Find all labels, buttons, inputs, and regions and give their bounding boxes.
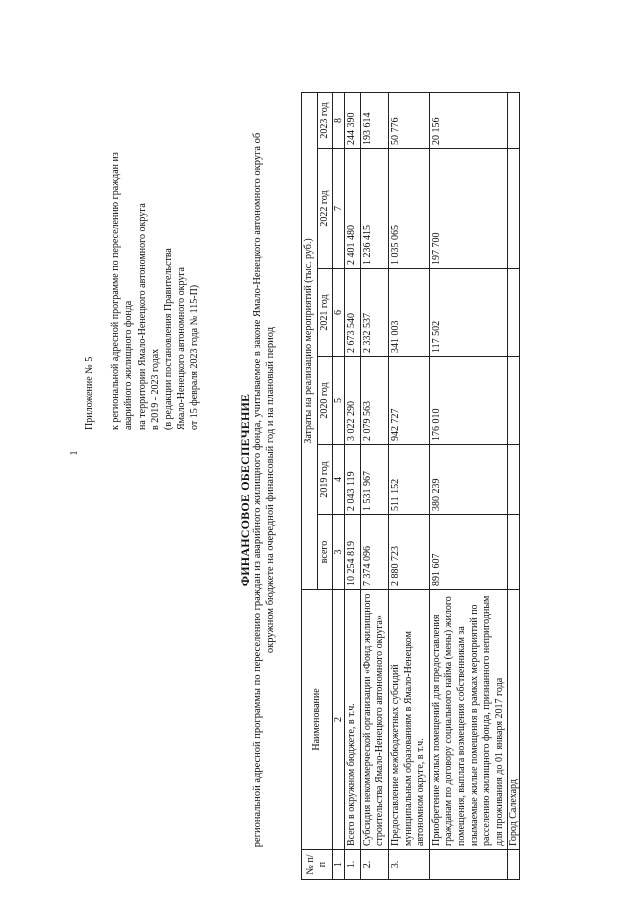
cell-2021: 341 003 <box>388 269 429 357</box>
row-number: 2. <box>360 850 388 880</box>
row-name: Предоставление межбюджетных субсидий муниципальным образованиям в Ямало-Ненецком автономном округе, в т.ч. <box>388 590 429 850</box>
cell-total <box>508 515 520 590</box>
cell-2021: 117 502 <box>429 269 508 357</box>
appendix-line: в 2019 - 2023 годах <box>149 348 161 430</box>
row-number: 3. <box>388 850 429 880</box>
cell-2022: 2 401 480 <box>345 149 361 269</box>
cell-2021 <box>508 269 520 357</box>
column-number: 2 <box>333 590 345 850</box>
cell-2022: 197 700 <box>429 149 508 269</box>
cell-2019: 380 239 <box>429 445 508 515</box>
header-no: № п/п <box>302 850 333 880</box>
appendix-line: на территории Ямало-Ненецкого автономного округа <box>136 203 148 430</box>
appendix-title: Приложение № 5 <box>84 356 95 430</box>
row-name: Приобретение жилых помещений для предоставления гражданам по договору социального найма (мены) жилого помещения, выплата возмещения собственникам за изымаемые жилые помещения в рамках мероприятий по расселению жилищного фонда, признанного непригодным для проживания до 01 января 2017 года <box>429 590 508 850</box>
column-number: 3 <box>333 515 345 590</box>
cell-2020 <box>508 357 520 445</box>
cell-2020: 3 022 290 <box>345 357 361 445</box>
cell-2019: 1 531 967 <box>360 445 388 515</box>
cell-2021: 2 673 540 <box>345 269 361 357</box>
cell-2020: 2 079 563 <box>360 357 388 445</box>
cell-2019: 511 152 <box>388 445 429 515</box>
cell-2023: 20 156 <box>429 92 508 148</box>
document-title: ФИНАНСОВОЕ ОБЕСПЕЧЕНИЕ <box>238 393 252 587</box>
document-subtitle <box>252 100 277 880</box>
header-year-2020: 2020 год <box>317 357 333 445</box>
column-number: 7 <box>333 149 345 269</box>
appendix-line: к региональной адресной программе по переселению граждан из <box>110 152 122 430</box>
table-row <box>345 92 361 879</box>
appendix-line: аварийного жилищного фонда <box>123 300 135 430</box>
appendix-block <box>83 100 202 430</box>
column-number: 1 <box>333 850 345 880</box>
cell-total: 10 254 819 <box>345 515 361 590</box>
header-total: всего <box>317 515 333 590</box>
cell-2022: 1 236 415 <box>360 149 388 269</box>
cell-2019 <box>508 445 520 515</box>
page-number: 1 <box>69 450 80 456</box>
column-number: 8 <box>333 92 345 148</box>
column-number-row <box>333 92 345 879</box>
cell-2020: 176 010 <box>429 357 508 445</box>
row-name: Всего в окружном бюджете, в т.ч. <box>345 590 361 850</box>
cell-2019: 2 043 119 <box>345 445 361 515</box>
table-row <box>360 92 388 879</box>
appendix-line: (в редакции постановления Правительства <box>163 248 175 430</box>
rotated-document-sheet <box>33 80 603 900</box>
appendix-line: Ямало-Ненецкого автономного округа <box>176 267 188 430</box>
table-row <box>388 92 429 879</box>
column-number: 4 <box>333 445 345 515</box>
header-name: Наименование <box>302 590 333 850</box>
cell-total: 7 374 096 <box>360 515 388 590</box>
cell-2023: 50 776 <box>388 92 429 148</box>
column-number: 5 <box>333 357 345 445</box>
row-name: Город Салехард <box>508 590 520 850</box>
header-year-2023: 2023 год <box>317 92 333 148</box>
row-number <box>429 850 508 880</box>
cell-2023 <box>508 92 520 148</box>
cell-2023: 244 390 <box>345 92 361 148</box>
subtitle-line-2: окружном бюджете на очередной финансовый год и на плановый период <box>264 326 276 654</box>
column-number: 6 <box>333 269 345 357</box>
table-row-city <box>508 92 520 879</box>
cell-2023: 193 614 <box>360 92 388 148</box>
cell-2021: 2 332 537 <box>360 269 388 357</box>
header-year-2022: 2022 год <box>317 149 333 269</box>
row-name: Субсидия некоммерческой организации «Фонд жилищного строительства Ямало-Ненецкого автономного округа» <box>360 590 388 850</box>
cell-total: 2 880 723 <box>388 515 429 590</box>
row-number <box>508 850 520 880</box>
cell-total: 891 607 <box>429 515 508 590</box>
cell-2022: 1 035 065 <box>388 149 429 269</box>
table-row <box>429 92 508 879</box>
cell-2020: 942 727 <box>388 357 429 445</box>
cell-2022 <box>508 149 520 269</box>
appendix-line: от 15 февраля 2023 года № 115-П) <box>189 284 201 430</box>
financing-table <box>301 92 520 880</box>
header-year-2021: 2021 год <box>317 269 333 357</box>
subtitle-line-1: региональной адресной программы по переселению граждан из аварийного жилищного фонда, учитываемое в законе Ямало-Ненецкого автономного округа об <box>252 132 263 848</box>
header-year-2019: 2019 год <box>317 445 333 515</box>
header-costs: Затраты на реализацию мероприятий (тыс. руб.) <box>302 92 318 589</box>
row-number: 1. <box>345 850 361 880</box>
